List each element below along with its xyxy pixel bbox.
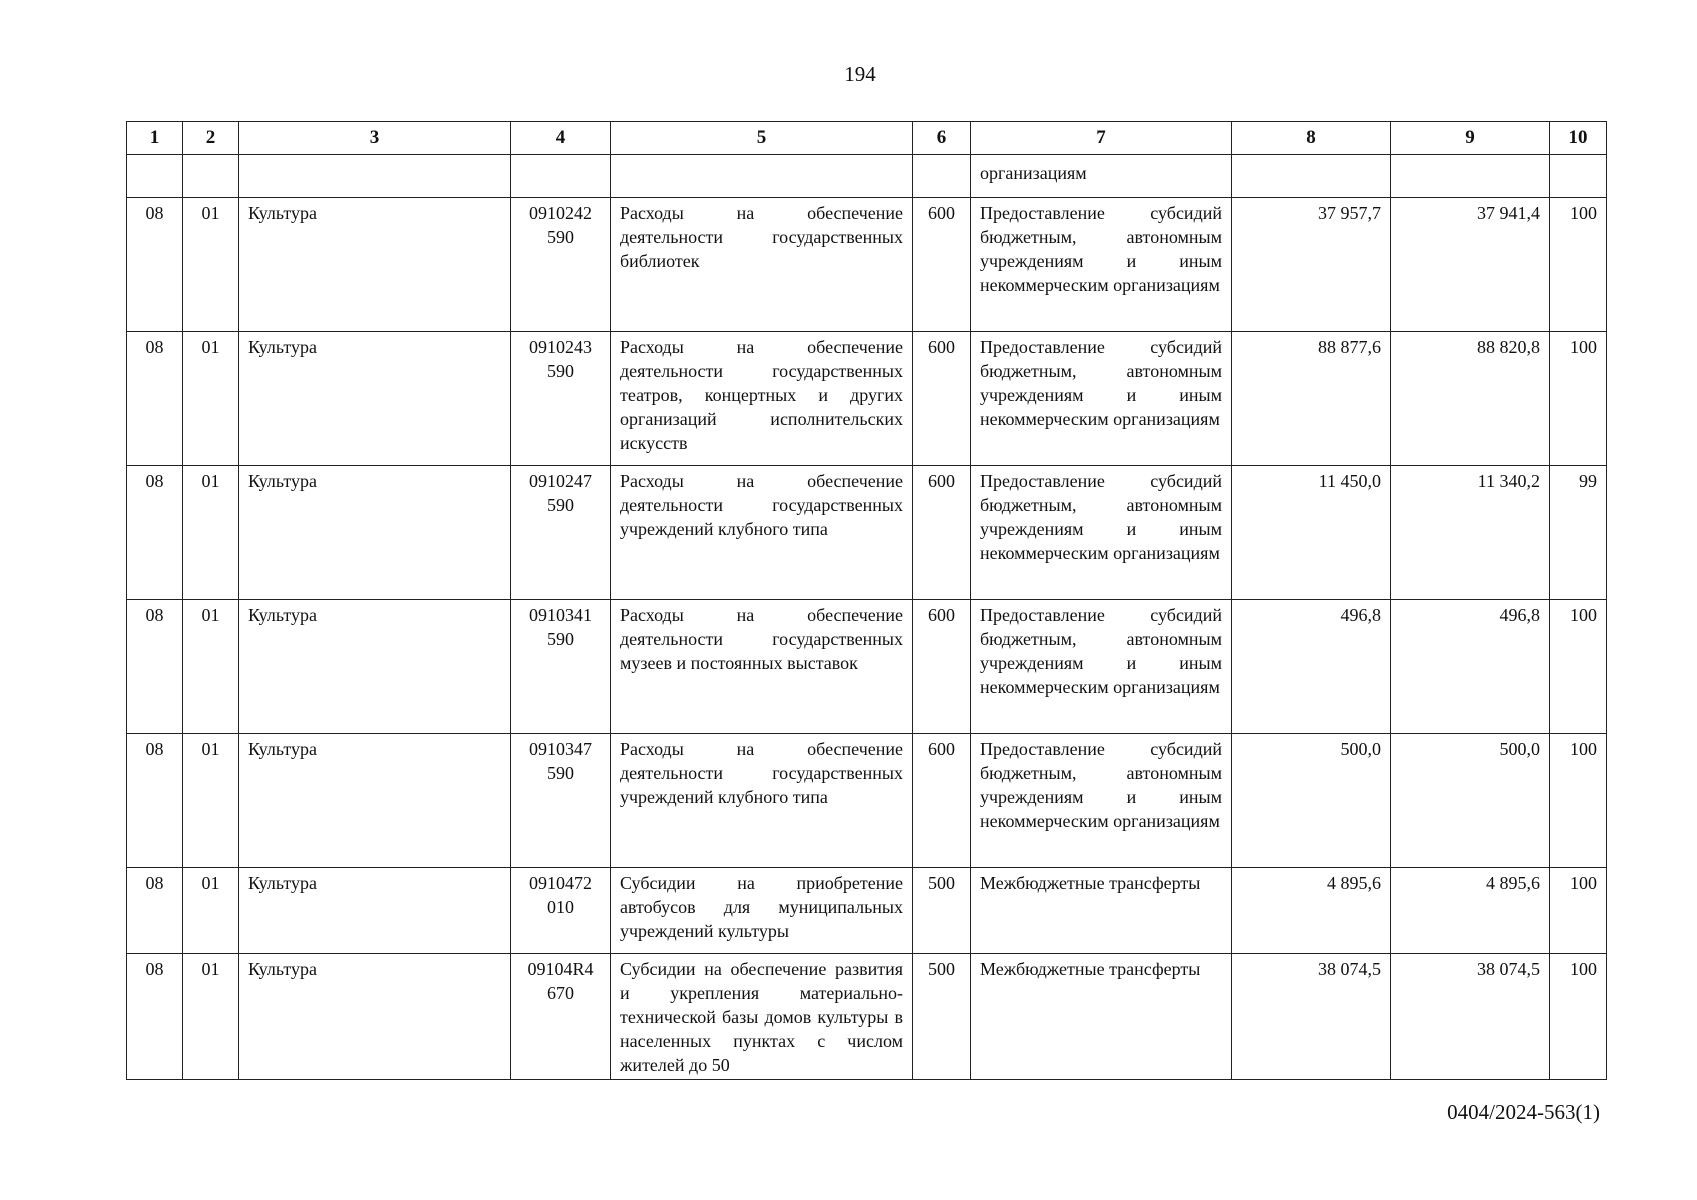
subsection-code-cell: 01 [183,466,239,600]
actual-amount-cell: 37 941,4 [1391,198,1550,332]
expense-type-code-cell: 500 [913,954,971,1080]
header-cell: 2 [183,122,239,155]
table-row [127,600,1607,734]
expense-type-cell: Межбюджетные трансферты [971,954,1232,1080]
section-code-cell: 08 [127,954,183,1080]
section-name-cell: Культура [239,198,511,332]
actual-amount-cell: 4 895,6 [1391,868,1550,954]
section-code-cell: 08 [127,198,183,332]
section-code-cell: 08 [127,600,183,734]
planned-amount-cell: 4 895,6 [1232,868,1391,954]
expense-type-cell: организациям [971,155,1232,198]
expense-type-code-cell: 600 [913,734,971,868]
section-name-cell: Культура [239,600,511,734]
target-article-cell: 09104R4 670 [511,954,611,1080]
target-article-name-cell: Расходы на обеспечение деятельности государственных музеев и постоянных выставок [611,600,913,734]
expense-type-cell: Предоставление субсидий бюджетным, автономным учреждениям и иным некоммерческим организациям [971,198,1232,332]
document-code: 0404/2024-563(1) [1447,1100,1600,1124]
header-cell: 1 [127,122,183,155]
actual-amount-cell: 38 074,5 [1391,954,1550,1080]
planned-amount-cell: 11 450,0 [1232,466,1391,600]
header-cell: 4 [511,122,611,155]
planned-amount-cell: 500,0 [1232,734,1391,868]
target-article-name-cell: Расходы на обеспечение деятельности государственных библиотек [611,198,913,332]
expense-type-code-cell: 600 [913,600,971,734]
header-cell: 3 [239,122,511,155]
actual-amount-cell: 88 820,8 [1391,332,1550,466]
target-article-cell: 0910247 590 [511,466,611,600]
target-article-cell: 0910347 590 [511,734,611,868]
table-row [127,868,1607,954]
continuation-row [127,155,1607,198]
section-code-cell: 08 [127,868,183,954]
subsection-code-cell: 01 [183,198,239,332]
page-number: 194 [844,62,876,86]
target-article-cell: 0910242 590 [511,198,611,332]
header-cell: 9 [1391,122,1550,155]
percent-cell: 100 [1550,600,1607,734]
planned-amount-cell: 88 877,6 [1232,332,1391,466]
header-cell: 8 [1232,122,1391,155]
table-row [127,466,1607,600]
percent-cell: 100 [1550,332,1607,466]
subsection-code-cell: 01 [183,332,239,466]
target-article-cell: 0910243 590 [511,332,611,466]
section-code-cell: 08 [127,332,183,466]
target-article-name-cell: Субсидии на обеспечение развития и укрепления материально-технической базы домов культуры в населенных пунктах с числом жителей до 50 [611,954,913,1080]
expense-type-cell: Межбюджетные трансферты [971,868,1232,954]
header-cell: 5 [611,122,913,155]
section-name-cell: Культура [239,466,511,600]
section-code-cell: 08 [127,734,183,868]
expense-type-cell: Предоставление субсидий бюджетным, автономным учреждениям и иным некоммерческим организациям [971,734,1232,868]
section-name-cell: Культура [239,954,511,1080]
subsection-code-cell: 01 [183,734,239,868]
section-name-cell: Культура [239,734,511,868]
actual-amount-cell: 500,0 [1391,734,1550,868]
expense-type-cell: Предоставление субсидий бюджетным, автономным учреждениям и иным некоммерческим организациям [971,600,1232,734]
section-name-cell: Культура [239,332,511,466]
header-cell: 10 [1550,122,1607,155]
expense-type-code-cell: 600 [913,466,971,600]
actual-amount-cell: 11 340,2 [1391,466,1550,600]
section-code-cell: 08 [127,466,183,600]
subsection-code-cell: 01 [183,868,239,954]
expense-type-code-cell: 500 [913,868,971,954]
header-cell: 7 [971,122,1232,155]
target-article-name-cell: Субсидии на приобретение автобусов для муниципальных учреждений культуры [611,868,913,954]
target-article-cell: 0910341 590 [511,600,611,734]
actual-amount-cell: 496,8 [1391,600,1550,734]
table-row [127,734,1607,868]
expense-type-cell: Предоставление субсидий бюджетным, автономным учреждениям и иным некоммерческим организациям [971,332,1232,466]
percent-cell: 99 [1550,466,1607,600]
percent-cell: 100 [1550,868,1607,954]
expense-type-cell: Предоставление субсидий бюджетным, автономным учреждениям и иным некоммерческим организациям [971,466,1232,600]
percent-cell: 100 [1550,954,1607,1080]
subsection-code-cell: 01 [183,600,239,734]
percent-cell: 100 [1550,734,1607,868]
budget-table [126,121,1607,1080]
expense-type-code-cell: 600 [913,198,971,332]
subsection-code-cell: 01 [183,954,239,1080]
planned-amount-cell: 38 074,5 [1232,954,1391,1080]
table-row [127,954,1607,1080]
table-row [127,332,1607,466]
target-article-cell: 0910472 010 [511,868,611,954]
planned-amount-cell: 37 957,7 [1232,198,1391,332]
expense-type-code-cell: 600 [913,332,971,466]
planned-amount-cell: 496,8 [1232,600,1391,734]
target-article-name-cell: Расходы на обеспечение деятельности государственных учреждений клубного типа [611,734,913,868]
percent-cell: 100 [1550,198,1607,332]
header-row [127,122,1607,155]
target-article-name-cell: Расходы на обеспечение деятельности государственных театров, концертных и других организаций исполнительских искусств [611,332,913,466]
section-name-cell: Культура [239,868,511,954]
target-article-name-cell: Расходы на обеспечение деятельности государственных учреждений клубного типа [611,466,913,600]
table-row [127,198,1607,332]
header-cell: 6 [913,122,971,155]
